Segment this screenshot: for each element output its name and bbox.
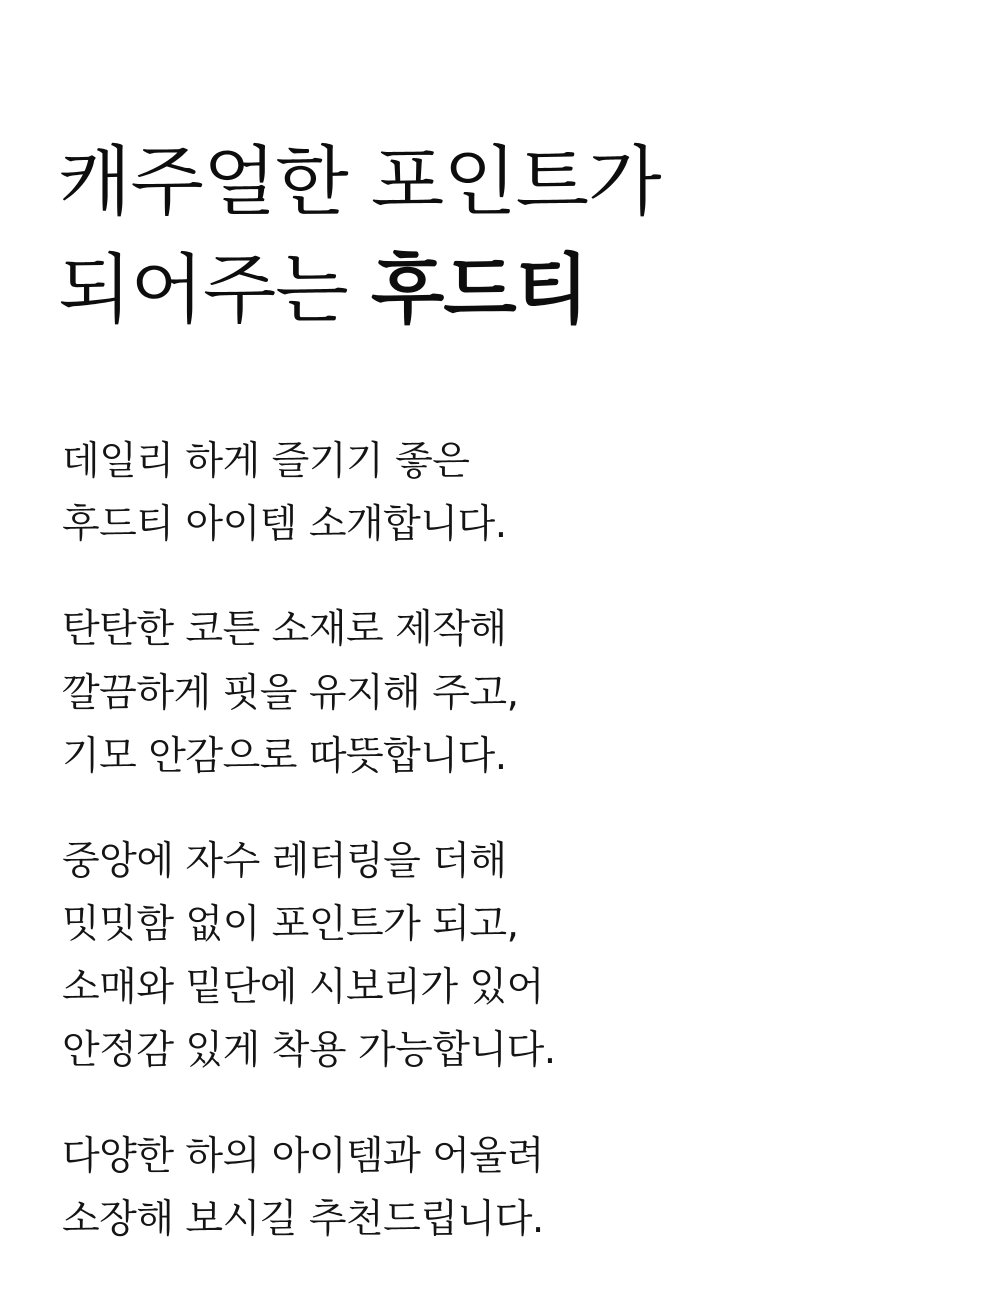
paragraph-3-line-3: 소매와 밑단에 시보리가 있어 <box>62 965 544 1011</box>
paragraph-4-line-1: 다양한 하의 아이템과 어울려 <box>62 1133 544 1179</box>
paragraph-1-line-2: 후드티 아이템 소개합니다. <box>62 502 507 548</box>
paragraph-2 <box>62 598 942 788</box>
headline-line-2 <box>58 236 938 344</box>
paragraph-2-line-1: 탄탄한 코튼 소재로 제작해 <box>62 607 507 653</box>
paragraph-3-line-2: 밋밋함 없이 포인트가 되고, <box>62 902 519 948</box>
headline-line-1: 캐주얼한 포인트가 <box>58 137 661 226</box>
paragraph-3-line-1: 중앙에 자수 레터링을 더해 <box>62 838 507 884</box>
paragraph-3-line-4: 안정감 있게 착용 가능합니다. <box>62 1028 556 1074</box>
paragraph-2-line-3: 기모 안감으로 따뜻합니다. <box>62 733 507 779</box>
paragraph-3 <box>62 830 942 1083</box>
paragraph-1 <box>62 430 942 556</box>
paragraph-4-line-2: 소장해 보시길 추천드립니다. <box>62 1196 544 1242</box>
paragraph-1-line-1: 데일리 하게 즐기기 좋은 <box>62 439 470 484</box>
page-title <box>58 128 938 344</box>
paragraph-4 <box>62 1125 942 1251</box>
description-body <box>62 430 942 1251</box>
headline-line-2-plain: 되어주는 <box>58 244 371 334</box>
headline-keyword: 후드티 <box>370 244 589 334</box>
paragraph-2-line-2: 깔끔하게 핏을 유지해 주고, <box>62 670 519 716</box>
